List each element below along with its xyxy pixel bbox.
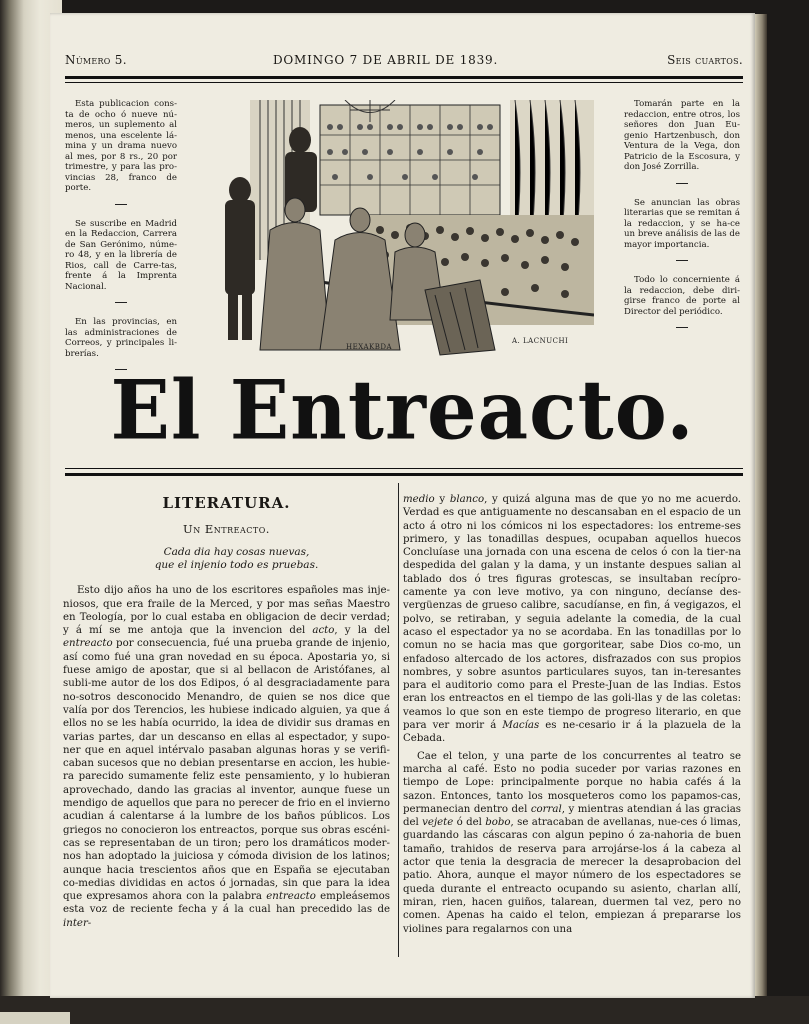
article-paragraph: Cae el telon, y una parte de los concurrentes al teatro se marcha al café. Esto no podia suceder por varias razones en tiempo de Lope: principalmente porque no habia cafés á la sazon. Entonces, tanto los mosqueteros como los papamos-cas, permanecian dentro del corral, y mientras atendian á las gracias del vejete ó del bobo, se atracaban de avellanas, nue-ces ó limas, guardando las cáscaras con algun pepino ó za-nahoria de buen tamaño, trahidos de reserva para arrojárse-los á la cabeza al actor que tenia la desgracia de merecer la desaprobacion del patio. Ahora, aunque el mayor número de los espectadores se queda durante el entreacto ocupando su asiento, charlan allí, miran, rien, hacen guiños, talarean, duermen tal vez, pero no comen. Apenas ha caido el telon, empiezan á prepararse los violines para regalarnos con una (403, 750, 742, 935)
article-title: Un Entreacto. (183, 522, 270, 536)
right-column (403, 493, 741, 936)
left-column (63, 493, 390, 930)
right-sidebar (624, 99, 740, 342)
issue-date: DOMINGO 7 DE ABRIL DE 1839. (273, 53, 499, 67)
bottom-background (0, 996, 809, 1024)
article-paragraph: medio y blanco, y quizá alguna mas de que yo no me acuerdo. Verdad es que antiguamente no descansaban en el espacio de un acto á otro ni los cómicos ni los espectadores: los entreme-ses primero, y las tonadillas despues, ocupaban aquellos huecos Concluíase una jornada con una escena de celos ó con la tier-na despedida del galan y la dama, y un instante despues salian al tablado dos ó tres figuras grotescas, se insultaban recípro-camente ya con leve motivo, ya con ninguno, decíanse des-vergüenzas de grueso calibre, sacudíanse, en fin, á vegigazos, el polvo, se retiraban, y seguia adelante la comedia, de la cual acaso el espectador ya no se acordaba. En las tonadillas por lo comun no se hacia mas que gorgoritear, sabe Dios co-mo, un enfadoso altercado de los actores, disfrazados con sus propios nombres, y sobre asuntos particulares suyos, tan in-teresantes para el auditorio como para el Preste-Juan de las Indias. Estos eran los entreactos en el tiempo de las goli-llas y de las coletas: veamos lo que son en este tiempo de progreso literario, en que para ver morir á Macías es ne-cesario ir á la plazuela de la Cebada. (403, 494, 742, 745)
sidebar-paragraph: Se suscribe en Madrid en la Redaccion, Carrera de San Gerónimo, núme-ro 48, y en la librería de Rios, call de Carre-tas, frente á la Imprenta Nacional. (65, 218, 177, 292)
newspaper-page (50, 13, 755, 998)
theater-engraving (210, 100, 594, 360)
sidebar-paragraph: En las provincias, en las administraciones de Correos, y principales li-brerías. (65, 317, 177, 359)
sidebar-paragraph: Esta publicacion cons-ta de ocho ó nueve nú-meros, un suplemento al menos, una escelente lá-mina y un drama nuevo al mes, por 8 rs., 20 por trimestre, y para las pro-vincias 28, franco de porte. (65, 99, 177, 193)
sidebar-paragraph: Tomarán parte en la redaccion, entre otros, los señores don Juan Eu-genio Hartzenbusch, don Ventura de la Vega, don Patricio de la Escosura, y don José Zorrilla. (624, 99, 740, 172)
column-divider (398, 483, 399, 957)
issue-price: Seis cuartos. (667, 53, 743, 67)
sidebar-paragraph: Todo lo concerniente á la redaccion, debe diri-girse franco de porte al Director del periódico. (624, 275, 740, 317)
left-sidebar (65, 99, 177, 384)
title-rule (65, 473, 743, 476)
issue-number: Número 5. (65, 53, 127, 67)
epigraph: Cada dia hay cosas nuevas, que el injenio todo es pruebas. (154, 546, 319, 572)
newspaper-title: El Entreacto. (110, 362, 695, 459)
masthead-rule-thin (65, 82, 743, 83)
masthead (65, 53, 743, 73)
page-edge (755, 14, 767, 996)
article-paragraph: Esto dijo años ha uno de los escritores españoles mas inje-niosos, que era fraile de la Merced, y por mas señas Maestro en Teología, por lo cual estaba en obligacion de decir verdad; y á mí se me antoja que la invencion del acto, y la del entreacto por consecuencia, fué una prueba grande de injenio, así como fué una gran novedad en su época. Apostaria yo, si fuese amigo de apostar, que si al bellacon de Aristófanes, al subli-me autor de los dos Edipos, ó al desgraciadamente para no-sotros desconocido Menandro, de quien se nos dice que valía por dos Terencios, les hubiese indicado alguien, ya que á ellos no se les había ocurrido, la idea de dividir sus dramas en varias partes, dar un descanso en ellas al espectador, y supo-ner que en aquel intérvalo pasaban algunas horas y se verifi-caban sucesos que no debian presentarse en accion, les hubie-ra parecido sumamente feliz este pensamiento, y lo hubieran aprovechado, dando las gracias al inventor, aunque fuese un mendigo de aquellos que para no perecer de frio en el invierno acudian á calentarse á la lumbre de los baños públicos. Los griegos no conocieron los entreactos, porque sus obras escéni-cas se representaban de un tiron; pero los dramáticos moder-nos han adoptado la juiciosa y cómoda division de los latinos; aunque hacia trescientos años que en España se ejecutaban co-medias divididas en actos ó jornadas, sin que para la idea que expresamos ahora con la palabra entreacto empleásemos esta voz de reciente fecha y á la cual han precedido las de inter- (63, 585, 390, 929)
section-heading: LITERATURA. (162, 494, 291, 512)
engraver-signature: HEXAKBDA (346, 343, 393, 351)
artist-signature: A. LACNUCHI (512, 337, 569, 345)
title-rule-thin (65, 468, 743, 469)
sidebar-paragraph: Se anuncian las obras literarias que se remitan á la redaccion, y se ha-ce un breve análisis de las de mayor importancia. (624, 197, 740, 250)
masthead-rule (65, 76, 743, 79)
